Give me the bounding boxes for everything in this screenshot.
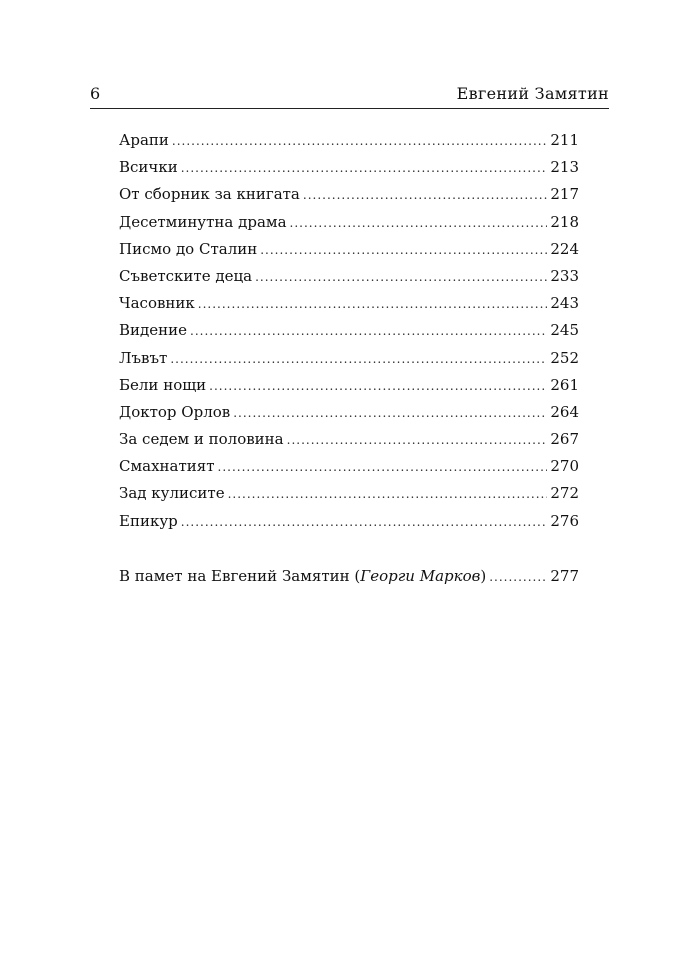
toc-entry-title: Видение <box>119 321 188 340</box>
toc-entry-title: За седем и половина <box>119 430 284 449</box>
toc-entry-page: 252 <box>550 348 579 367</box>
toc-entry-title: Доктор Орлов <box>119 402 231 421</box>
toc-entry-page: 211 <box>550 131 579 149</box>
toc-entry-title: Бели нощи <box>119 375 207 394</box>
toc-entry-page: 217 <box>550 185 579 204</box>
toc-entry <box>119 426 579 453</box>
toc-entry-title: Десетминутна драма <box>119 212 287 231</box>
dot-leader <box>218 454 548 481</box>
toc-entry-page: 267 <box>550 430 579 449</box>
dot-leader <box>233 400 547 427</box>
toc-entry <box>119 372 579 399</box>
toc-entry-page: 276 <box>550 511 579 530</box>
toc-entry-page: 261 <box>550 375 579 394</box>
toc-entry <box>119 181 579 208</box>
toc-entry-page: 224 <box>550 239 579 258</box>
dot-leader <box>181 509 548 536</box>
dot-leader <box>290 210 548 237</box>
toc-entry-title: Зад кулисите <box>119 484 225 503</box>
dot-leader <box>190 318 547 345</box>
toc-entry-title: Лъвът <box>119 348 168 367</box>
toc-entry-afterword <box>119 563 579 590</box>
toc-entry-title: От сборник за книгата <box>119 185 300 204</box>
running-title: Евгений Замятин <box>456 84 609 103</box>
toc-entry-title: Епикур <box>119 511 178 530</box>
toc-entry-page: 277 <box>550 566 579 585</box>
toc-entry <box>119 345 579 372</box>
dot-leader <box>255 264 547 291</box>
dot-leader <box>228 481 548 508</box>
toc-entry-page: 243 <box>550 294 579 313</box>
dot-leader <box>287 427 548 454</box>
toc-entry <box>119 209 579 236</box>
dot-leader <box>181 155 548 182</box>
toc-entry-title: Часовник <box>119 294 195 313</box>
toc-entry-title: Съветските деца <box>119 266 253 285</box>
toc-entry <box>119 263 579 290</box>
toc-entry <box>119 317 579 344</box>
toc-entry <box>119 508 579 535</box>
afterword-author: Георги Марков <box>360 566 481 585</box>
page-number: 6 <box>90 84 101 103</box>
toc-entry <box>119 127 579 154</box>
dot-leader <box>198 291 548 318</box>
toc-entry <box>119 154 579 181</box>
dot-leader <box>489 564 547 591</box>
toc-entry <box>119 453 579 480</box>
dot-leader <box>260 237 547 264</box>
table-of-contents <box>119 127 579 590</box>
toc-entry <box>119 236 579 263</box>
dot-leader <box>170 346 547 373</box>
toc-entry-title: Писмо до Сталин <box>119 239 258 258</box>
toc-entry-title: Всички <box>119 158 178 177</box>
toc-entry-page: 218 <box>550 212 579 231</box>
section-gap <box>119 535 579 563</box>
afterword-title-suffix: ) <box>480 566 487 585</box>
toc-entry-page: 213 <box>550 158 579 177</box>
toc-entry-page: 233 <box>550 266 579 285</box>
toc-entry-page: 270 <box>550 457 579 476</box>
toc-entry <box>119 399 579 426</box>
dot-leader <box>172 128 547 155</box>
toc-entry-title: Смахнатият <box>119 457 215 476</box>
dot-leader <box>303 182 547 209</box>
toc-entry-page: 272 <box>550 484 579 503</box>
running-head <box>90 84 609 109</box>
toc-entry-page: 245 <box>550 321 579 340</box>
toc-entry-title: Арапи <box>119 131 169 149</box>
toc-entry <box>119 290 579 317</box>
toc-entry-page: 264 <box>550 402 579 421</box>
afterword-title-prefix: В памет на Евгений Замятин ( <box>119 566 361 585</box>
dot-leader <box>209 373 547 400</box>
toc-entry <box>119 480 579 507</box>
toc-entry-title <box>119 563 486 590</box>
